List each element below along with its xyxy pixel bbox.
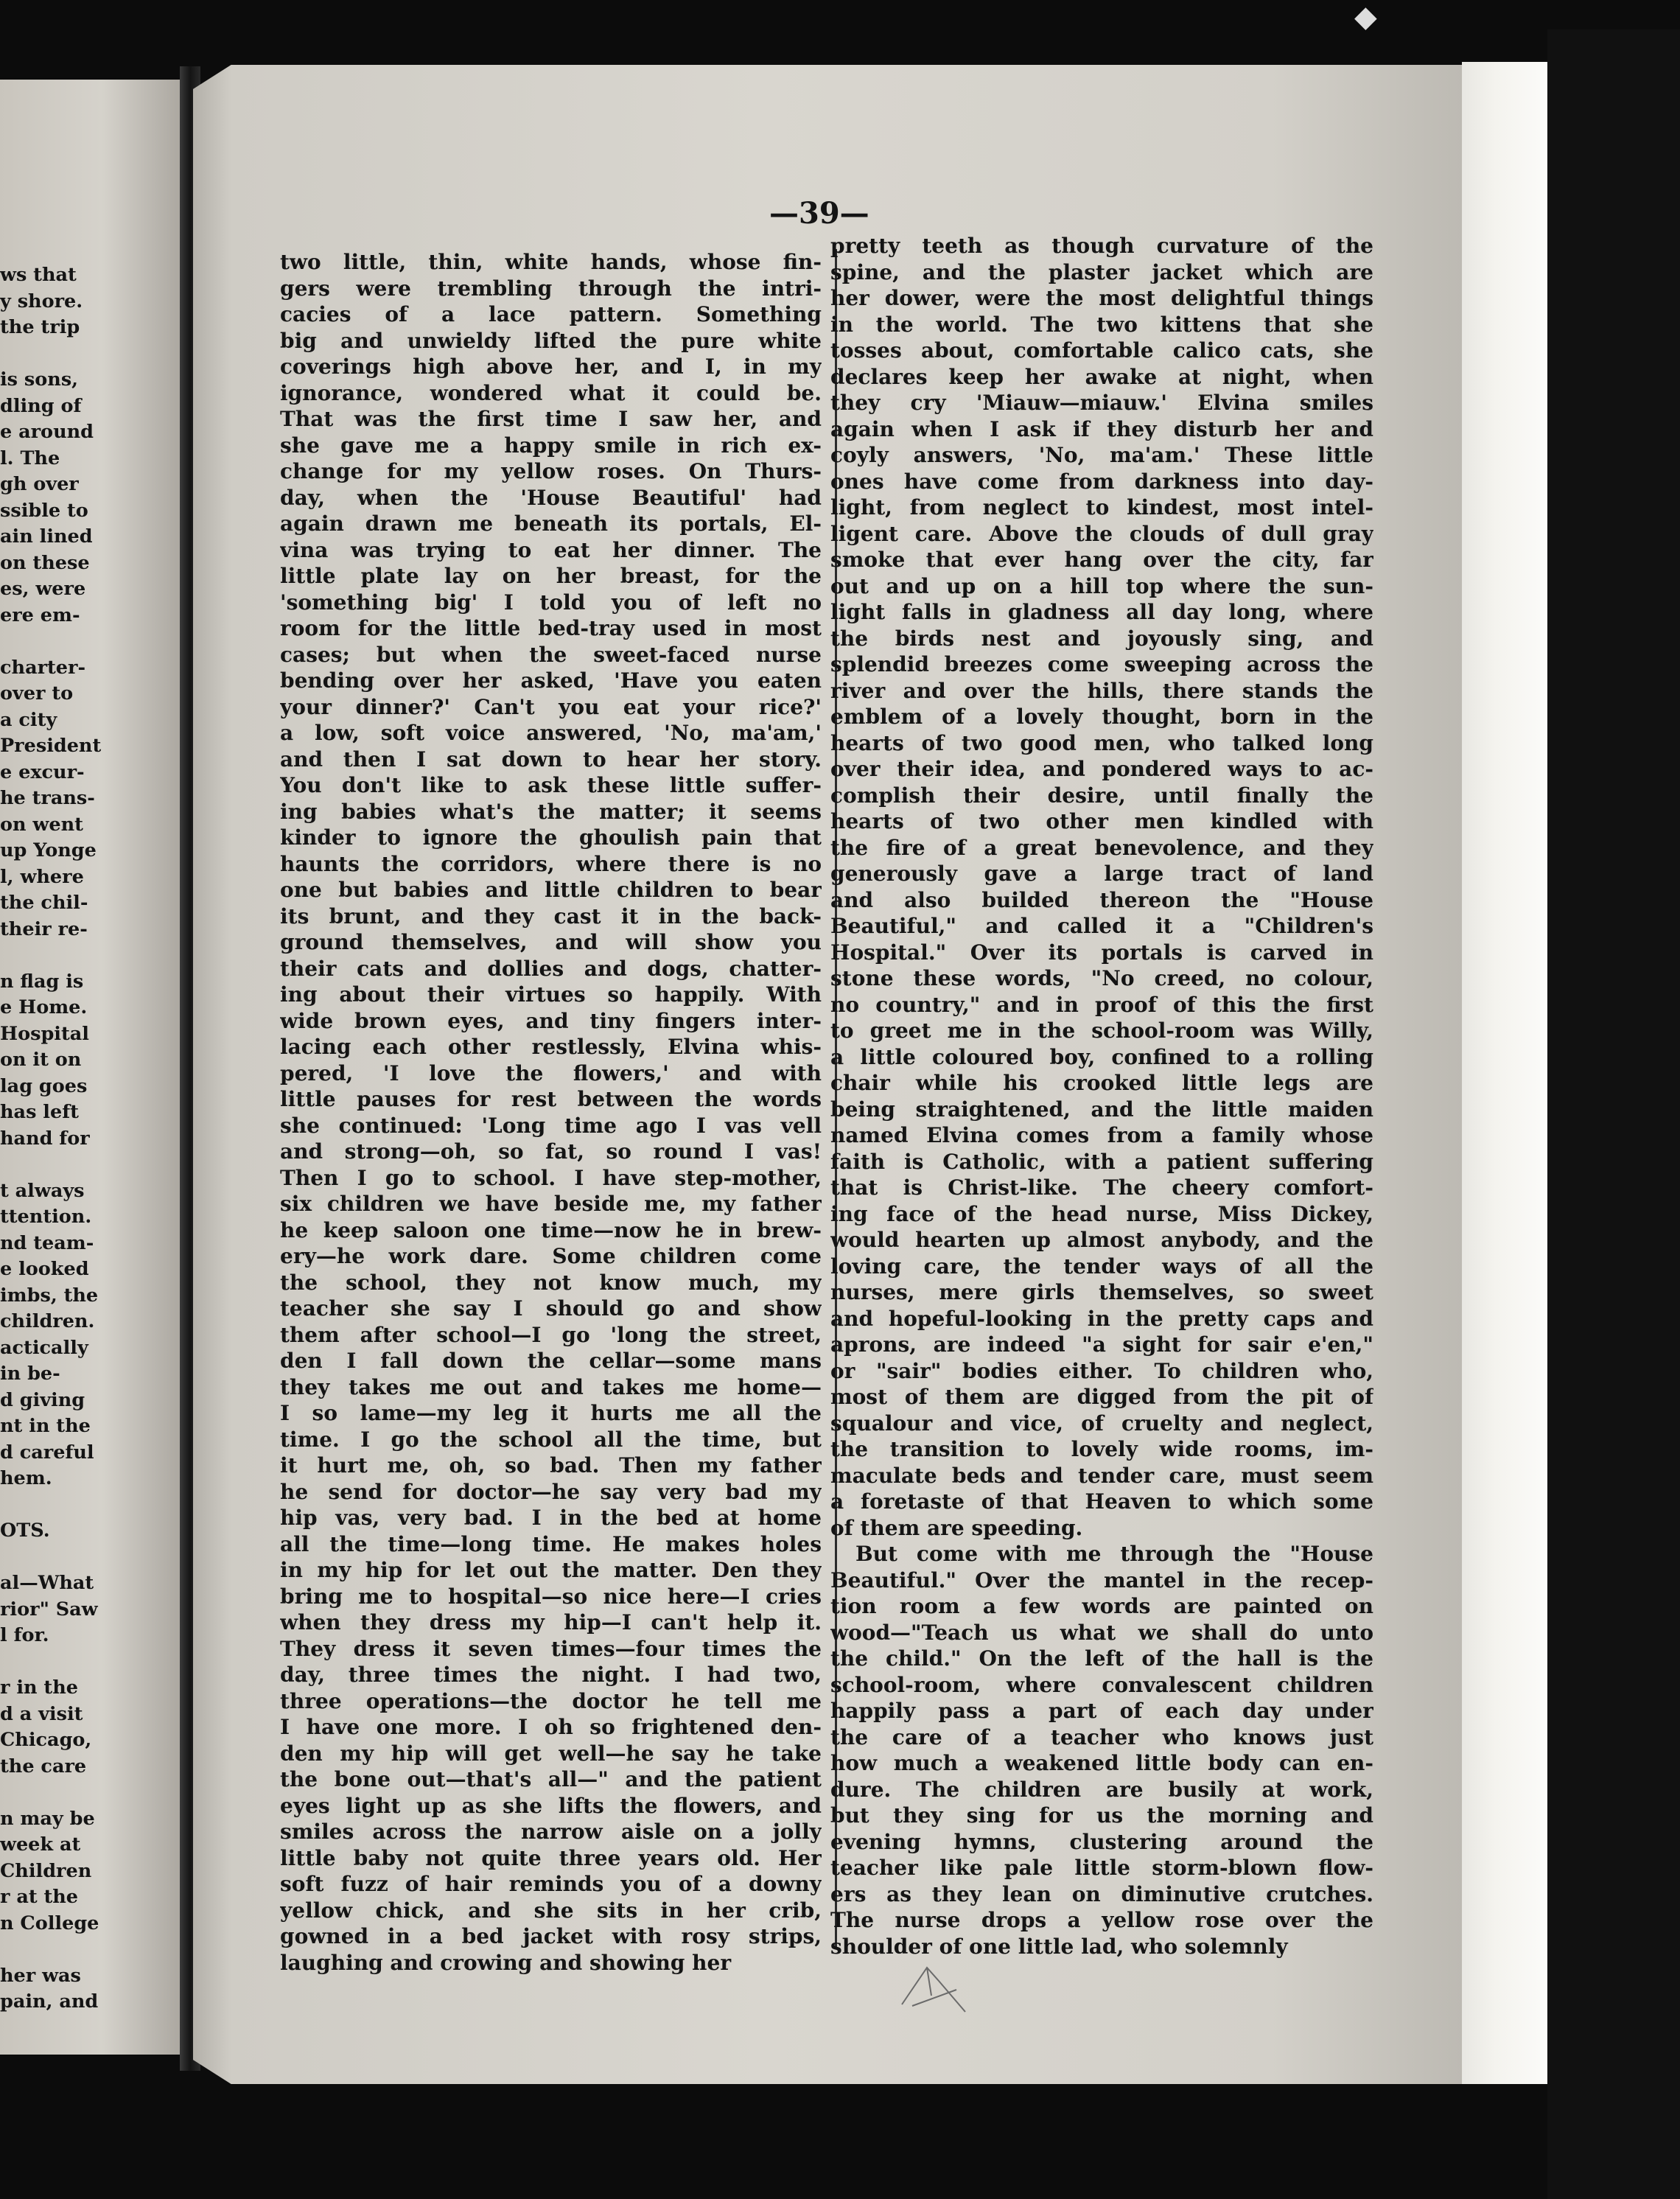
text-line: That was the first time I saw her, and — [280, 407, 822, 431]
text-line: smoke that ever hang over the city, far — [830, 548, 1373, 572]
text-line: dure. The children are busily at work, — [830, 1777, 1373, 1802]
text-line: teacher like pale little storm-blown flow- — [830, 1856, 1373, 1880]
text-line: big and unwieldy lifted the pure white — [280, 328, 822, 353]
text-line: three operations—the doctor he tell me — [280, 1688, 822, 1713]
text-line: es, were — [0, 578, 86, 600]
text-line: wide brown eyes, and tiny fingers inter- — [280, 1008, 822, 1033]
corner-mark: ◆ — [1354, 0, 1377, 34]
text-line: the trip — [0, 316, 80, 338]
text-line: The nurse drops a yellow rose over the — [830, 1908, 1373, 1932]
text-line: little baby not quite three years old. Her — [280, 1845, 822, 1870]
text-line: ers as they lean on diminutive crutches. — [830, 1881, 1373, 1906]
text-line: nt in the — [0, 1415, 91, 1437]
text-line: l. The — [0, 447, 60, 469]
text-line: on went — [0, 813, 83, 836]
text-line: ssible to — [0, 499, 88, 522]
text-line: out and up on a hill top where the sun- — [830, 573, 1373, 598]
text-line: hearts of two good men, who talked long — [830, 730, 1373, 755]
text-line: up Yonge — [0, 839, 97, 861]
text-line: Children — [0, 1859, 92, 1882]
text-line: e around — [0, 421, 94, 443]
text-line: he trans- — [0, 787, 95, 809]
text-line: complish their desire, until finally the — [830, 783, 1373, 808]
text-line: on it on — [0, 1049, 82, 1071]
text-line: the care — [0, 1755, 87, 1777]
text-line: when they dress my hip—I can't help it. — [280, 1610, 822, 1635]
text-line: e looked — [0, 1258, 89, 1280]
text-line: being straightened, and the little maiden — [830, 1097, 1373, 1122]
text-line: d giving — [0, 1388, 85, 1411]
text-line: its brunt, and they cast it in the back- — [280, 903, 822, 929]
text-line: change for my yellow roses. On Thurs- — [280, 459, 822, 483]
text-line: ing babies what's the matter; it seems — [280, 799, 822, 824]
text-line: laughing and crowing and showing her — [280, 1950, 732, 1975]
right-column — [830, 233, 1373, 1959]
text-line: a little coloured boy, confined to a rolling — [830, 1044, 1373, 1069]
text-line: would hearten up almost anybody, and the — [830, 1228, 1373, 1252]
left-column-fragment — [0, 262, 116, 2016]
text-line: one but babies and little children to bear — [280, 878, 822, 902]
text-line: river and over the hills, there stands the — [830, 678, 1373, 703]
text-line: teacher she say I should go and show — [280, 1296, 822, 1321]
text-line: ligent care. Above the clouds of dull gray — [830, 521, 1373, 546]
text-line: your dinner?' Can't you eat your rice?' — [280, 694, 822, 719]
text-line: OTS. — [0, 1520, 50, 1542]
text-line: ere em- — [0, 604, 80, 626]
text-line: light falls in gladness all day long, where — [830, 600, 1373, 624]
text-line: coverings high above her, and I, in my — [280, 354, 822, 379]
text-line: ing face of the head nurse, Miss Dickey, — [830, 1201, 1373, 1226]
text-line: nurses, mere girls themselves, so sweet — [830, 1280, 1373, 1304]
text-line: n may be — [0, 1807, 95, 1830]
text-line: of them are speeding. — [830, 1515, 1083, 1540]
text-line: two little, thin, white hands, whose fin- — [280, 250, 822, 274]
text-line: the transition to lovely wide rooms, im- — [830, 1437, 1373, 1461]
text-line: Beautiful," and called it a "Children's — [830, 914, 1373, 938]
text-line: al—What — [0, 1572, 94, 1594]
text-line: wood—"Teach us what we shall do unto — [830, 1620, 1373, 1645]
text-line: l for. — [0, 1624, 49, 1646]
text-line: r in the — [0, 1677, 78, 1699]
text-line: l, where — [0, 865, 84, 888]
text-line: bending over her asked, 'Have you eaten — [280, 668, 822, 693]
text-line: named Elvina comes from a family whose — [830, 1123, 1373, 1147]
text-line: her dower, were the most delightful things — [830, 286, 1373, 310]
text-line: haunts the corridors, where there is no — [280, 851, 822, 876]
text-line: eyes light up as she lifts the flowers, and — [280, 1793, 822, 1818]
text-line: faith is Catholic, with a patient suffering — [830, 1149, 1373, 1174]
text-line: again when I ask if they disturb her and — [830, 416, 1373, 441]
text-line: and then I sat down to hear her story. — [280, 747, 822, 772]
pencil-mark — [897, 1960, 971, 2019]
text-line: he send for doctor—he say very bad my — [280, 1479, 822, 1504]
text-line: Beautiful." Over the mantel in the recep- — [830, 1567, 1373, 1593]
text-line: but they sing for us the morning and — [830, 1803, 1373, 1828]
text-line: chair while his crooked little legs are — [830, 1071, 1373, 1095]
text-line: actically — [0, 1336, 88, 1359]
text-line: again drawn me beneath its portals, El- — [280, 511, 822, 536]
text-line: loving care, the tender ways of all the — [830, 1254, 1373, 1279]
text-line: ttention. — [0, 1206, 92, 1228]
text-line: bring me to hospital—so nice here—I cries — [280, 1584, 822, 1609]
text-line: he keep saloon one time—now he in brew- — [280, 1217, 822, 1242]
text-line: and also builded thereon the "House — [830, 887, 1373, 912]
text-line: cacies of a lace pattern. Something — [280, 302, 822, 326]
text-line: kinder to ignore the ghoulish pain that — [280, 825, 822, 850]
text-line: the care of a teacher who knows just — [830, 1724, 1373, 1749]
text-line: gers were trembling through the intri- — [280, 276, 822, 301]
text-line: ery—he work dare. Some children come — [280, 1244, 822, 1268]
text-line: room for the little bed-tray used in most — [280, 616, 822, 640]
text-line: a city — [0, 708, 57, 731]
text-line: her was — [0, 1964, 81, 1987]
text-line: to greet me in the school-room was Willy, — [830, 1018, 1373, 1043]
text-line: Then I go to school. I have step-mother, — [280, 1165, 822, 1190]
text-line: splendid breezes come sweeping across the — [830, 652, 1373, 677]
middle-column — [280, 249, 822, 1976]
text-line: aprons, are indeed "a sight for sair e'en," — [830, 1332, 1373, 1357]
text-line: they cry 'Miauw—miauw.' Elvina smiles — [830, 391, 1373, 415]
text-line: she gave me a happy smile in rich ex- — [280, 433, 822, 458]
text-line: d careful — [0, 1441, 94, 1464]
text-line: den my hip will get well—he say he take — [280, 1741, 822, 1766]
text-line: happily pass a part of each day under — [830, 1699, 1373, 1723]
text-line: little plate lay on her breast, for the — [280, 564, 822, 588]
text-line: gowned in a bed jacket with rosy strips, — [280, 1924, 822, 1948]
left-page — [0, 80, 186, 2055]
text-line: e Home. — [0, 996, 88, 1018]
text-line: week at — [0, 1833, 81, 1856]
text-line: yellow chick, and she sits in her crib, — [280, 1898, 822, 1923]
text-line: n College — [0, 1912, 99, 1934]
text-line: coyly answers, 'No, ma'am.' These little — [830, 443, 1373, 467]
text-line: day, when the 'House Beautiful' had — [280, 485, 822, 510]
text-line: has left — [0, 1101, 79, 1123]
text-line: soft fuzz of hair reminds you of a downy — [280, 1872, 822, 1896]
text-line: hand for — [0, 1127, 90, 1150]
text-line: r at the — [0, 1886, 79, 1908]
text-line: Hospital — [0, 1022, 89, 1045]
text-line: hem. — [0, 1467, 52, 1489]
text-line: the chil- — [0, 892, 88, 914]
text-line: tion room a few words are painted on — [830, 1594, 1373, 1618]
text-line: on these — [0, 551, 90, 574]
page-edge — [1462, 62, 1547, 2084]
text-line: in be- — [0, 1363, 60, 1385]
text-line: maculate beds and tender care, must seem — [830, 1463, 1373, 1488]
text-line: it hurt me, oh, so bad. Then my father — [280, 1453, 822, 1478]
text-line: charter- — [0, 656, 86, 679]
text-line: little pauses for rest between the words — [280, 1087, 822, 1111]
text-line: imbs, the — [0, 1284, 99, 1307]
text-line: in the world. The two kittens that she — [830, 312, 1373, 337]
text-line: six children we have beside me, my father — [280, 1192, 822, 1216]
text-line: dling of — [0, 394, 82, 417]
text-line: d a visit — [0, 1702, 83, 1725]
text-line: all the time—long time. He makes holes — [280, 1531, 822, 1556]
text-line: time. I go the school all the time, but — [280, 1427, 822, 1452]
text-line: pretty teeth as though curvature of the — [830, 234, 1373, 258]
text-line: tosses about, comfortable calico cats, she — [830, 338, 1373, 363]
text-line: You don't like to ask these little suffer- — [280, 773, 822, 797]
text-line: n flag is — [0, 970, 84, 993]
text-line: children. — [0, 1310, 95, 1332]
text-line: the school, they not know much, my — [280, 1270, 822, 1295]
text-line: over to — [0, 682, 74, 705]
text-line: the child." On the left of the hall is the — [830, 1646, 1373, 1671]
text-line: ones have come from darkness into day- — [830, 469, 1373, 494]
text-line: pered, 'I love the flowers,' and with — [280, 1060, 822, 1085]
text-line: the birds nest and joyously sing, and — [830, 626, 1373, 651]
text-line: But come with me through the "House — [855, 1542, 1373, 1566]
text-line: a foretaste of that Heaven to which some — [830, 1489, 1373, 1514]
text-line: President — [0, 735, 102, 757]
text-line: most of them are digged from the pit of — [830, 1385, 1373, 1409]
text-line: smiles across the narrow aisle on a jolly — [280, 1819, 822, 1844]
text-line: emblem of a lovely thought, born in the — [830, 705, 1373, 729]
text-line: nd team- — [0, 1231, 94, 1254]
text-line: in my hip for let out the matter. Den they — [280, 1558, 822, 1582]
text-line: spine, and the plaster jacket which are — [830, 259, 1373, 284]
text-line: y shore. — [0, 290, 83, 312]
text-line: lag goes — [0, 1074, 88, 1097]
text-line: rior" Saw — [0, 1598, 98, 1621]
text-line: that is Christ-like. The cheery comfort- — [830, 1175, 1373, 1200]
text-line: how much a weakened little body can en- — [830, 1751, 1373, 1775]
text-line: declares keep her awake at night, when — [830, 364, 1373, 389]
text-line: them after school—I go 'long the street, — [280, 1322, 822, 1347]
text-line: vina was trying to eat her dinner. The — [280, 537, 822, 562]
text-line: They dress it seven times—four times the — [280, 1636, 822, 1661]
text-line: their cats and dollies and dogs, chatter- — [280, 956, 822, 981]
text-line: 'something big' I told you of left no — [280, 590, 822, 615]
text-line: Chicago, — [0, 1729, 92, 1751]
text-line: t always — [0, 1179, 85, 1202]
text-line: or "sair" bodies either. To children who, — [830, 1358, 1373, 1383]
text-line: light, from neglect to kindest, most intel- — [830, 495, 1373, 520]
binding-board — [1547, 29, 1680, 2199]
text-line: den I fall down the cellar—some mans — [280, 1349, 822, 1373]
text-line: no country," and in proof of this the first — [830, 992, 1373, 1017]
text-line: shoulder of one little lad, who solemnly — [830, 1934, 1288, 1959]
page-number: —39— — [769, 196, 869, 231]
text-line: generously gave a large tract of land — [830, 861, 1373, 886]
text-line: ground themselves, and will show you — [280, 930, 822, 954]
text-line: the bone out—that's all—" and the patient — [280, 1767, 822, 1791]
text-line: stone these words, "No creed, no colour, — [830, 966, 1373, 990]
text-line: squalour and vice, of cruelty and neglect, — [830, 1410, 1373, 1436]
text-line: e excur- — [0, 761, 85, 783]
text-line: day, three times the night. I had two, — [280, 1663, 822, 1687]
text-line: school-room, where convalescent children — [830, 1672, 1373, 1697]
text-line: they takes me out and takes me home— — [280, 1374, 822, 1399]
text-line: hip vas, very bad. I in the bed at home — [280, 1506, 822, 1530]
text-line: a low, soft voice answered, 'No, ma'am,' — [280, 721, 822, 745]
text-line: ignorance, wondered what it could be. — [280, 380, 822, 405]
text-line: I have one more. I oh so frightened den- — [280, 1715, 822, 1739]
text-line: hearts of two other men kindled with — [830, 809, 1373, 833]
text-line: ing about their virtues so happily. With — [280, 982, 822, 1007]
text-line: gh over — [0, 473, 79, 495]
text-line: I so lame—my leg it hurts me all the — [280, 1401, 822, 1425]
text-line: ain lined — [0, 525, 93, 548]
text-line: ws that — [0, 264, 77, 286]
text-line: their re- — [0, 917, 88, 940]
text-line: lacing each other restlessly, Elvina whis- — [280, 1035, 822, 1059]
text-line: Hospital." Over its portals is carved in — [830, 940, 1373, 965]
text-line: pain, and — [0, 1990, 99, 2013]
text-line: she continued: 'Long time ago I vas vell — [280, 1113, 822, 1138]
text-line: and strong—oh, so fat, so round I vas! — [280, 1139, 822, 1164]
text-line: over their idea, and pondered ways to ac- — [830, 757, 1373, 781]
text-line: and hopeful-looking in the pretty caps and — [830, 1306, 1373, 1331]
text-line: is sons, — [0, 368, 79, 391]
text-line: cases; but when the sweet-faced nurse — [280, 642, 822, 667]
text-line: the fire of a great benevolence, and they — [830, 835, 1373, 860]
text-line: evening hymns, clustering around the — [830, 1829, 1373, 1854]
